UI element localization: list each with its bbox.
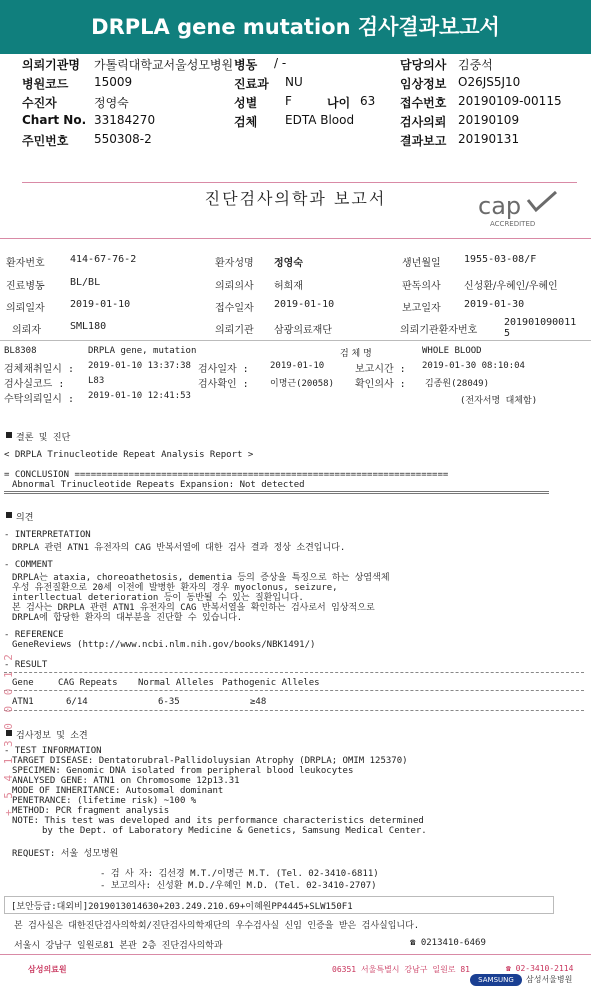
footer-tel: ☎ 02-3410-2114 — [506, 964, 574, 973]
result-gene: ATN1 — [12, 697, 34, 707]
report-heading: < DRPLA Trinucleotide Repeat Analysis Report > — [4, 450, 254, 460]
patient-name: 정영숙 — [274, 258, 303, 269]
test-code: BL8308 — [4, 346, 37, 356]
reference-heading: - REFERENCE — [4, 630, 64, 640]
conclusion-text: Abnormal Trinucleotide Repeats Expansion: Not detected — [12, 480, 305, 490]
certification-text: 본 검사실은 대한진단검사의학회/진단검사의학재단의 우수검사실 신임 인증을 받은 검사실입니다. — [14, 921, 420, 931]
footer-address: 06351 서울특별시 강남구 일원로 81 — [332, 965, 470, 974]
conclusion-rule — [4, 491, 549, 494]
req-date-label: 의뢰일자 — [6, 303, 45, 314]
security-text: [보안등급:대외비]2019013014630+203.249.210.69+이혜원PP4445+SLW150F1 — [11, 902, 353, 912]
reported-value: 20190131 — [458, 132, 520, 146]
chart-label: Chart No. — [22, 113, 87, 127]
exam-date-label: 검사일자 : — [198, 364, 249, 375]
patient-no-label: 환자번호 — [6, 258, 45, 269]
collect-label: 검체채취일시 : — [4, 364, 75, 375]
clinical-info-value: O26JS5J10 — [458, 75, 521, 89]
testinfo-line: NOTE: This test was developed and its performance characteristics determined — [12, 816, 424, 826]
lab-address: 서울시 강남구 일원로81 본관 2층 진단검사의학과 — [14, 941, 223, 951]
cap-text: cap — [478, 192, 522, 220]
section-bullet-icon — [6, 512, 12, 518]
spec-label: 검 체 명 — [340, 349, 372, 359]
report-banner-title: DRPLA gene mutation 검사결과보고서 — [0, 0, 591, 54]
exam-check-label: 검사확인 : — [198, 379, 249, 390]
footer-hospital-name: 삼성서울병원 — [526, 975, 573, 984]
reference-text: GeneReviews (http://www.ncbi.nlm.nih.gov/books/NBK1491/) — [12, 640, 316, 650]
requester: SML180 — [70, 321, 107, 332]
footer-logo-left: 삼성의료원 — [28, 965, 67, 974]
report-time-label: 보고시간 : — [355, 364, 406, 375]
requested-label: 검사의뢰 — [400, 115, 447, 129]
dept-value: NU — [285, 75, 303, 89]
institution-value: 가톨릭대학교서울성모병원 — [94, 58, 234, 72]
doctor-value: 김중석 — [458, 58, 493, 72]
id-value: 550308-2 — [94, 132, 152, 146]
result-col-normal: Normal Alleles — [138, 678, 214, 688]
dob: 1955-03-08/F — [464, 254, 537, 265]
examiner-line: - 검 사 자: 김선경 M.T./이명근 M.T. (Tel. 02-3410-6811) — [100, 869, 379, 879]
room-label: 검사실코드 : — [4, 379, 65, 390]
confirm: 김종원(28049) — [425, 379, 490, 389]
testinfo-line: ANALYSED GENE: ATN1 on Chromosome 12p13.31 — [12, 776, 240, 786]
report-date-label: 보고일자 — [402, 303, 441, 314]
result-col-gene: Gene — [12, 678, 34, 688]
req-inst-no-label: 의뢰기관환자번호 — [400, 325, 478, 336]
exam-date: 2019-01-10 — [270, 361, 325, 371]
interpretation-heading: - INTERPRETATION — [4, 530, 91, 540]
comment-line: DRPLA는 ataxia, choreoathetosis, dementia 등의 증상을 특징으로 하는 상염색체 — [12, 573, 390, 583]
recipient-value: 정영숙 — [94, 96, 129, 110]
ward-value: / - — [274, 56, 287, 70]
result-rule — [4, 690, 584, 691]
testinfo-line: by the Dept. of Laboratory Medicine & Genetics, Samsung Medical Center. — [42, 826, 427, 836]
confirm-label: 확인의사 : — [355, 379, 406, 390]
conclusion-heading: = CONCLUSION ===================================================================== — [4, 470, 449, 480]
req-inst-label: 의뢰기관 — [215, 325, 254, 336]
top-divider — [22, 182, 577, 183]
report-date: 2019-01-30 — [464, 299, 525, 310]
receipt-dt: 2019-01-10 12:41:53 — [88, 391, 191, 401]
result-col-pathogenic: Pathogenic Alleles — [222, 678, 320, 688]
testinfo-heading: - TEST INFORMATION — [4, 746, 102, 756]
accession-value: 20190109-00115 — [458, 94, 562, 108]
specimen-value: EDTA Blood — [285, 113, 355, 127]
comment-line: 본 검사는 DRPLA 관련 ATN1 유전자의 CAG 반복서열을 확인하는 검사로서 임상적으로 — [12, 603, 375, 613]
recv-date: 2019-01-10 — [274, 299, 335, 310]
dept-label: 진료과 — [234, 77, 269, 91]
recipient-label: 수진자 — [22, 96, 57, 110]
result-pathogenic: ≥48 — [250, 697, 267, 707]
section-testinfo-title: 검사정보 및 소견 — [16, 731, 88, 741]
testinfo-line: MODE OF INHERITANCE: Autosomal dominant — [12, 786, 224, 796]
comment-line: DRPLA에 합당한 환자의 대부분을 진단할 수 있습니다. — [12, 613, 243, 623]
att-doctor: 신성환/우혜인/우혜인 — [464, 281, 558, 292]
req-inst: 삼광의료재단 — [274, 325, 332, 336]
req-inst-no-1: 201901090011 — [504, 317, 577, 328]
age-value: 63 — [360, 94, 376, 108]
section-opinion-title: 의견 — [16, 513, 34, 523]
report-title: 진단검사의학과 보고서 — [204, 189, 387, 208]
req-doctor: 허희재 — [274, 281, 303, 292]
result-heading: - RESULT — [4, 660, 48, 670]
section-conclusion-title: 결론 및 진단 — [16, 433, 71, 443]
ward-label: 병동 — [234, 58, 258, 72]
institution-label: 의뢰기관명 — [22, 58, 80, 72]
samsung-logo: SAMSUNG — [470, 974, 522, 986]
esign-note: (전자서명 대체함) — [460, 396, 538, 406]
cap-accredited-logo — [476, 190, 560, 234]
testinfo-line: PENETRANCE: (lifetime risk) ~100 % — [12, 796, 197, 806]
room: L83 — [88, 376, 105, 386]
recv-date-label: 접수일자 — [215, 303, 254, 314]
testinfo-line: TARGET DISEASE: Dentatorubral-Pallidoluysian Atrophy (DRPLA; OMIM 125370) — [12, 756, 408, 766]
order-header — [22, 56, 582, 151]
result-col-cag: CAG Repeats — [58, 678, 118, 688]
result-rule — [4, 672, 584, 673]
result-rule — [4, 710, 584, 711]
side-barcode-text: + 5 4 1 3 0 0 0 1 2 — [2, 652, 15, 816]
specimen-label: 검체 — [234, 115, 258, 129]
reported-label: 결과보고 — [400, 134, 447, 148]
receipt-label: 수탁의뢰일시 : — [4, 394, 75, 405]
testinfo-line: METHOD: PCR fragment analysis — [12, 806, 170, 816]
comment-line: interllectual deterioration 등이 동반될 수 있는 질환입니다. — [12, 593, 304, 603]
lab-report-sheet — [0, 168, 591, 1005]
test-name: DRPLA gene, mutation — [88, 346, 197, 356]
comment-heading: - COMMENT — [4, 560, 53, 570]
result-normal: 6-35 — [158, 697, 180, 707]
requester-label: 의뢰자 — [12, 325, 41, 336]
att-doctor-label: 판독의사 — [402, 281, 441, 292]
section-bullet-icon — [6, 432, 12, 438]
security-box — [4, 896, 554, 914]
clinical-info-label: 임상정보 — [400, 77, 447, 91]
req-doctor-label: 의뢰의사 — [215, 281, 254, 292]
divider-3 — [0, 340, 591, 341]
comment-line: 우성 유전질환으로 20세 이전에 발병한 환자의 경우 myoclonus, seizure, — [12, 583, 338, 593]
req-date: 2019-01-10 — [70, 299, 131, 310]
result-cag: 6/14 — [66, 697, 88, 707]
hospital-code-value: 15009 — [94, 75, 133, 89]
request-line: REQUEST: 서울 성모병원 — [12, 849, 119, 859]
req-inst-no-2: 5 — [504, 328, 511, 339]
doctor-label: 담당의사 — [400, 58, 447, 72]
accession-label: 접수번호 — [400, 96, 447, 110]
footer-divider — [0, 954, 591, 955]
collect-dt: 2019-01-10 13:37:38 — [88, 361, 191, 371]
reporter-line: - 보고의사: 신성환 M.D./우혜인 M.D. (Tel. 02-3410-2707) — [100, 881, 377, 891]
patient-name-label: 환자성명 — [215, 258, 254, 269]
lab-phone: ☎ 0213410-6469 — [410, 938, 486, 948]
exam-check: 이명근(20058) — [270, 379, 335, 389]
cap-sub: ACCREDITED — [490, 220, 536, 228]
report-time: 2019-01-30 08:10:04 — [422, 361, 525, 371]
chart-value: 33184270 — [94, 113, 156, 127]
sex-label: 성별 — [234, 96, 258, 110]
patient-no: 414-67-76-2 — [70, 254, 137, 265]
spec-name: WHOLE BLOOD — [422, 346, 482, 356]
ward-label: 진료병동 — [6, 281, 45, 292]
interpretation-text: DRPLA 관련 ATN1 유전자의 CAG 반복서열에 대한 검사 결과 정상 소견입니다. — [12, 543, 346, 553]
ward: BL/BL — [70, 277, 101, 288]
divider-2 — [0, 238, 591, 239]
age-label: 나이 — [327, 96, 351, 110]
hospital-code-label: 병원코드 — [22, 77, 69, 91]
sex-value: F — [285, 94, 292, 108]
testinfo-line: SPECIMEN: Genomic DNA isolated from peripheral blood leukocytes — [12, 766, 354, 776]
dob-label: 생년월일 — [402, 258, 441, 269]
id-label: 주민번호 — [22, 134, 69, 148]
requested-value: 20190109 — [458, 113, 520, 127]
